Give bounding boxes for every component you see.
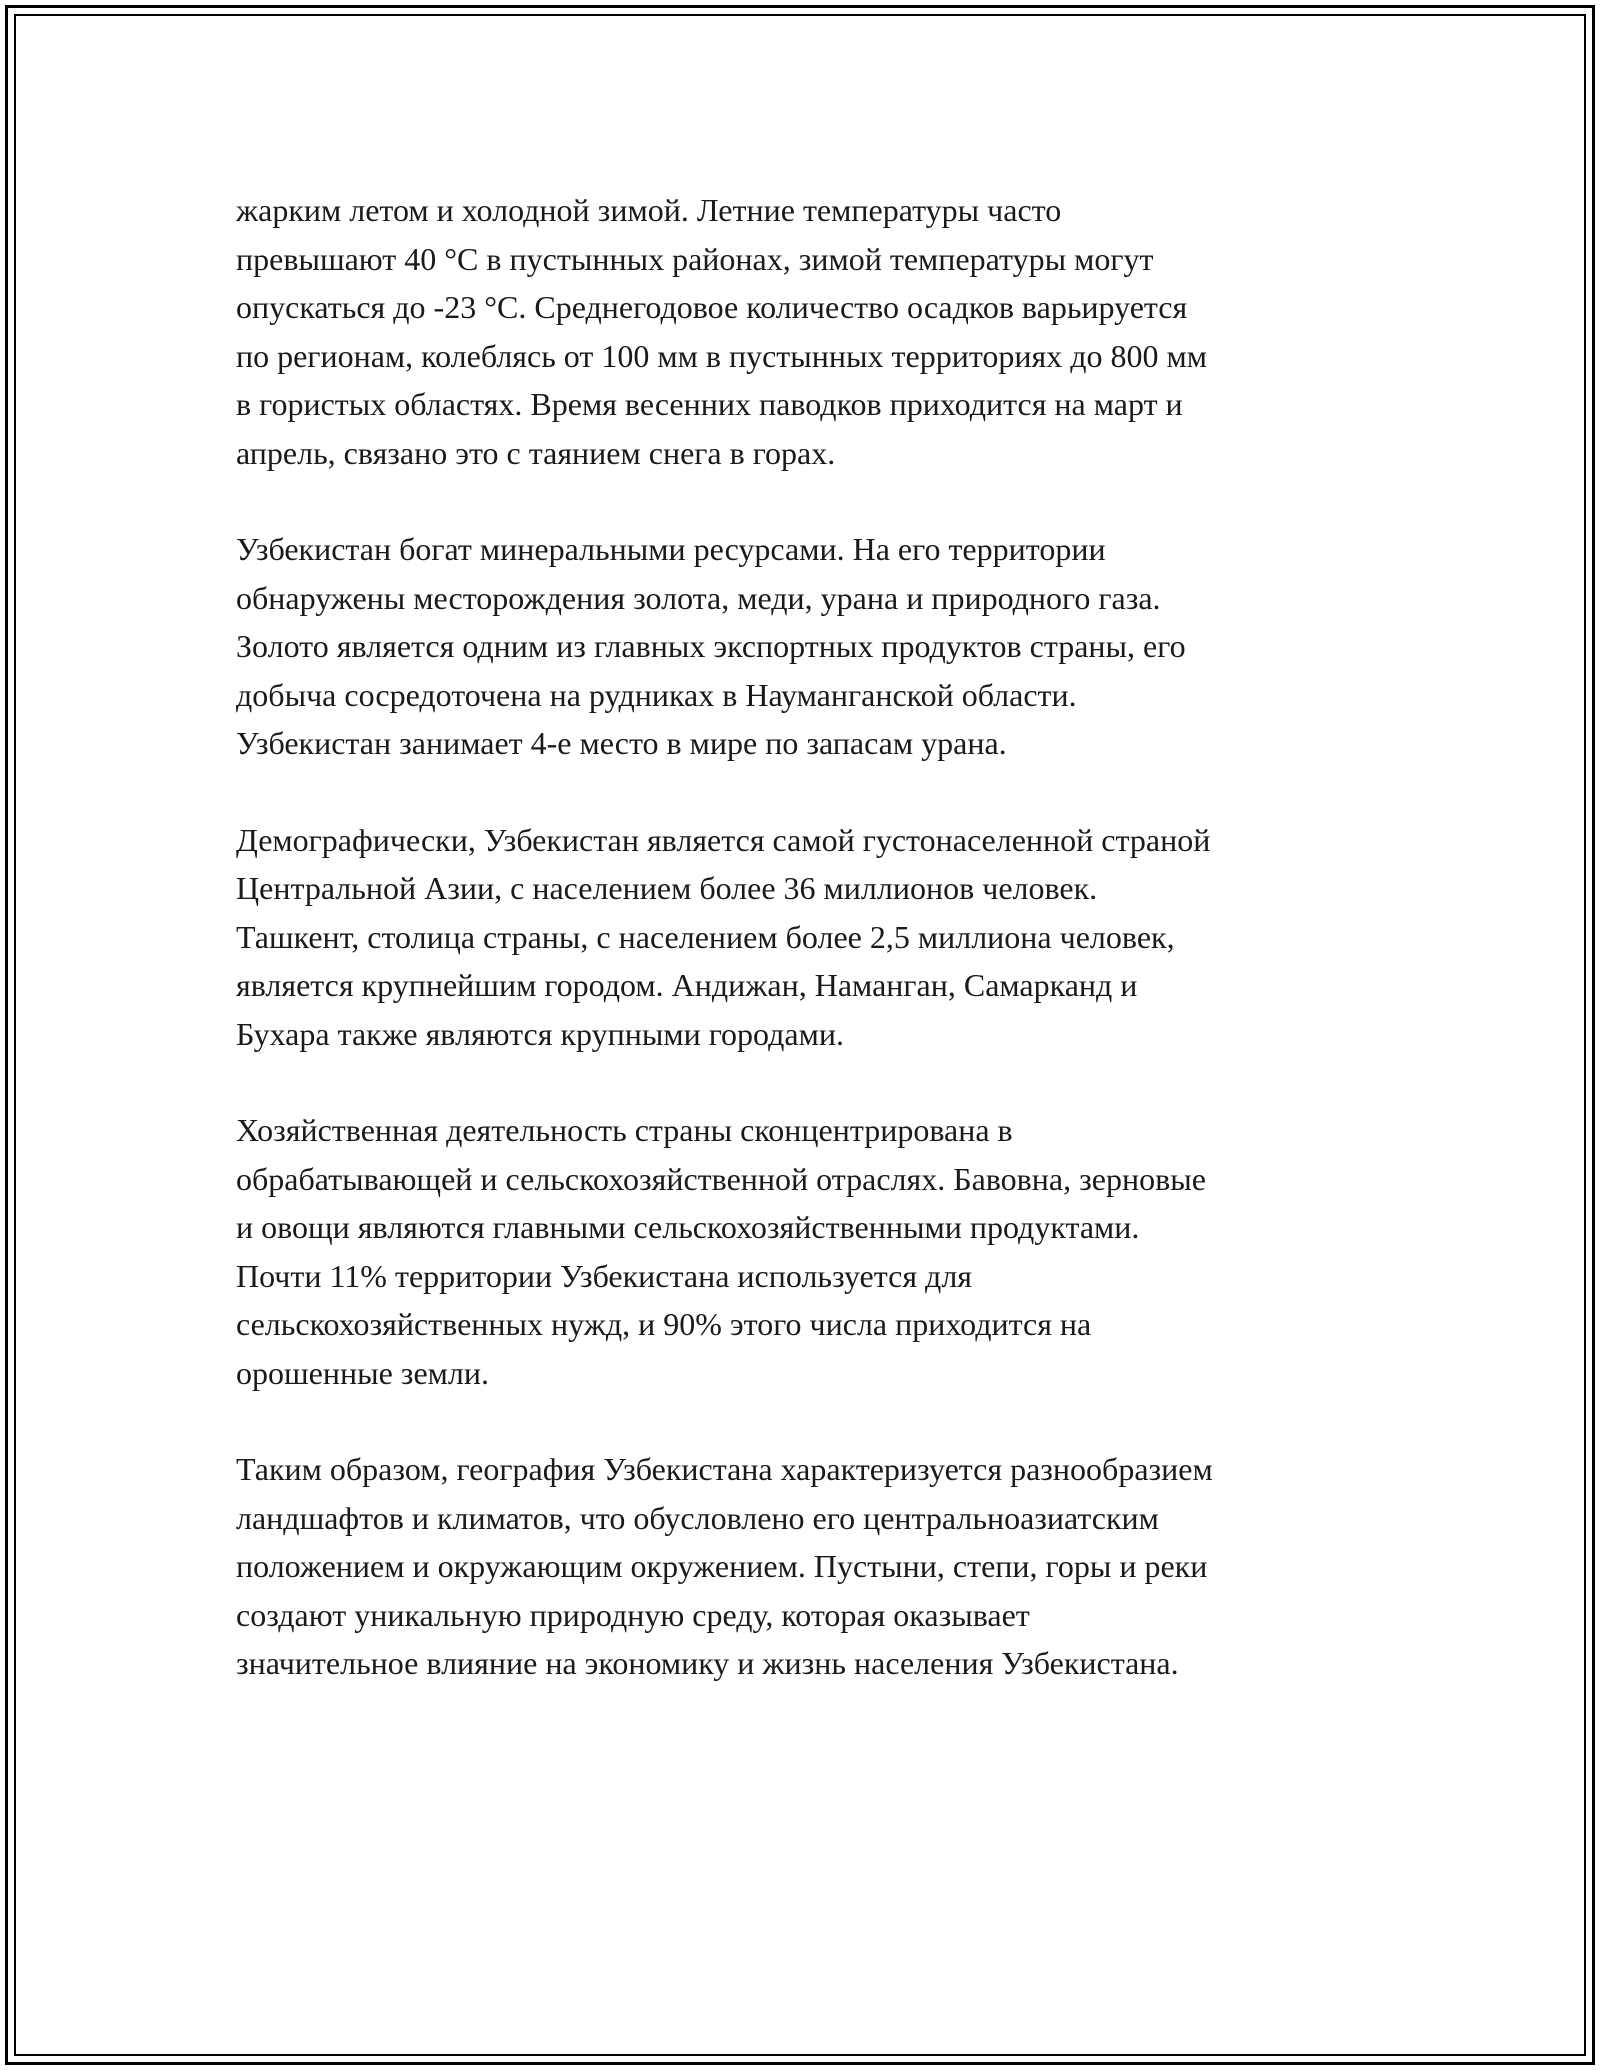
paragraph-climate — [236, 186, 1376, 477]
text-line: превышают 40 °C в пустынных районах, зимой температуры могут — [236, 240, 1154, 277]
text-line: значительное влияние на экономику и жизнь населения Узбекистана. — [236, 1645, 1179, 1681]
text-line: обнаружены месторождения золота, меди, урана и природного газа. — [236, 579, 1161, 616]
text-line: добыча сосредоточена на рудниках в Науманганской области. — [236, 676, 1077, 713]
text-line: положением и окружающим окружением. Пустыни, степи, горы и реки — [236, 1548, 1208, 1584]
paragraph-conclusion — [236, 1445, 1376, 1688]
text-line: орошенные земли. — [236, 1354, 489, 1391]
text-line: Бухара также являются крупными городами. — [236, 1015, 844, 1052]
text-line: Почти 11% территории Узбекистана используется для — [236, 1257, 973, 1294]
text-line: является крупнейшим городом. Андижан, Наманган, Самарканд и — [236, 967, 1138, 1003]
text-line: обрабатывающей и сельскохозяйственной отраслях. Бавовна, зерновые — [236, 1160, 1206, 1197]
paragraph-economy — [236, 1106, 1376, 1397]
text-line: опускаться до -23 °C. Среднегодовое количество осадков варьируется — [236, 289, 1188, 325]
text-line: Хозяйственная деятельность страны сконцентрирована в — [236, 1112, 1013, 1148]
text-line: создают уникальную природную среду, которая оказывает — [236, 1596, 1030, 1633]
text-line: в гористых областях. Время весенних паводков приходится на март и — [236, 386, 1183, 422]
text-line: и овощи являются главными сельскохозяйственными продуктами. — [236, 1209, 1140, 1245]
text-line: сельскохозяйственных нужд, и 90% этого числа приходится на — [236, 1306, 1092, 1342]
text-line: по регионам, колеблясь от 100 мм в пустынных территориях до 800 мм — [236, 337, 1208, 374]
text-line: апрель, связано это с таянием снега в горах. — [236, 434, 836, 471]
text-line: Демографически, Узбекистан является самой густонаселенной страной — [236, 821, 1211, 858]
text-line: Узбекистан богат минеральными ресурсами. На его территории — [236, 531, 1106, 567]
text-line: Таким образом, география Узбекистана характеризуется разнообразием — [236, 1451, 1213, 1487]
document-body — [236, 186, 1376, 1736]
text-line: Ташкент, столица страны, с населением более 2,5 миллиона человек, — [236, 918, 1175, 955]
text-line: Золото является одним из главных экспортных продуктов страны, его — [236, 628, 1186, 664]
paragraph-demographics — [236, 816, 1376, 1059]
text-line: Центральной Азии, с населением более 36 миллионов человек. — [236, 870, 1098, 906]
text-line: Узбекистан занимает 4-е место в мире по запасам урана. — [236, 725, 1007, 761]
paragraph-minerals — [236, 525, 1376, 768]
text-line: ландшафтов и климатов, что обусловлено его центральноазиатским — [236, 1499, 1159, 1536]
text-line: жарким летом и холодной зимой. Летние температуры часто — [236, 192, 1062, 228]
